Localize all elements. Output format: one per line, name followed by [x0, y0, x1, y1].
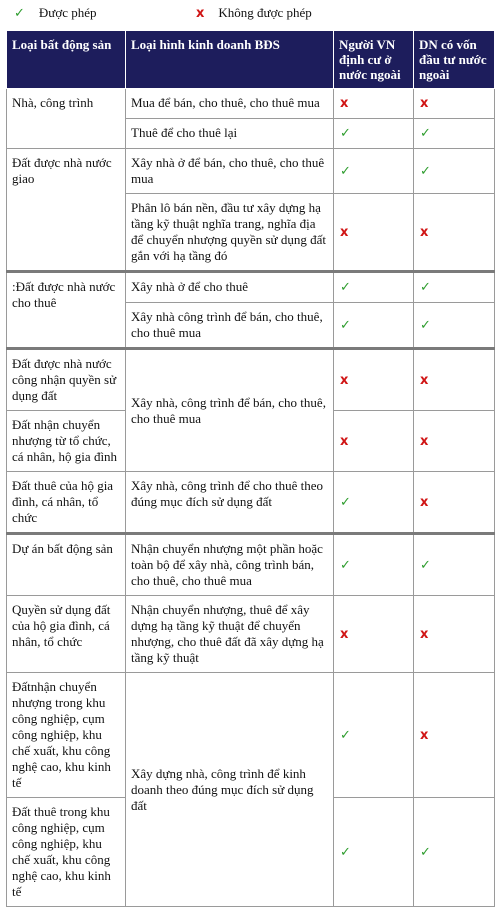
legend-allowed — [14, 5, 97, 21]
table-row — [7, 472, 495, 534]
table-row — [7, 89, 495, 119]
property-type-cell: Đất nhận chuyển nhượng từ tổ chức, cá nhân, hộ gia đình — [7, 411, 126, 472]
table-row — [7, 534, 495, 596]
table-row — [7, 272, 495, 303]
overseas-vn-cell — [334, 89, 414, 119]
fdi-cell — [414, 272, 495, 303]
table-row — [7, 349, 495, 411]
business-type-cell: Nhận chuyển nhượng, thuê để xây dựng hạ tầng kỹ thuật để chuyển nhượng, cho thuê đất đã xây dựng hạ tầng kỹ thuật — [126, 596, 334, 673]
overseas-vn-cell — [334, 272, 414, 303]
fdi-cell — [414, 89, 495, 119]
business-type-cell: Xây nhà ở để bán, cho thuê, cho thuê mua — [126, 149, 334, 194]
legend-denied — [196, 5, 312, 21]
cross-icon: x — [340, 433, 349, 449]
check-icon: ✓ — [420, 317, 431, 333]
fdi-cell — [414, 411, 495, 472]
overseas-vn-cell — [334, 798, 414, 907]
property-type-cell: Đất thuê của hộ gia đình, cá nhân, tổ chức — [7, 472, 126, 534]
business-type-cell: Xây nhà ở để cho thuê — [126, 272, 334, 303]
property-type-cell: Quyền sử dụng đất của hộ gia đình, cá nhân, tổ chức — [7, 596, 126, 673]
cross-icon: x — [420, 96, 429, 111]
cross-icon: x — [420, 224, 429, 240]
table-row — [7, 596, 495, 673]
check-icon: ✓ — [420, 557, 431, 573]
fdi-cell — [414, 349, 495, 411]
business-type-cell: Xây nhà, công trình để bán, cho thuê, cho thuê mua — [126, 349, 334, 472]
overseas-vn-cell — [334, 303, 414, 349]
table-row — [7, 149, 495, 194]
check-icon: ✓ — [420, 163, 431, 179]
check-icon: ✓ — [340, 844, 351, 860]
table-row — [7, 673, 495, 798]
property-type-cell: Đất được nhà nước công nhận quyền sử dụng đất — [7, 349, 126, 411]
column-header-fdi-enterprise: DN có vốn đầu tư nước ngoài — [414, 31, 495, 89]
cross-icon: x — [420, 494, 429, 510]
fdi-cell — [414, 798, 495, 907]
cross-icon: x — [196, 6, 205, 21]
check-icon: ✓ — [340, 317, 351, 333]
property-type-cell: Nhà, công trình — [7, 89, 126, 149]
check-icon: ✓ — [14, 6, 25, 21]
cross-icon: x — [420, 626, 429, 642]
business-type-cell: Xây nhà công trình để bán, cho thuê, cho thuê mua — [126, 303, 334, 349]
cross-icon: x — [340, 372, 349, 388]
cross-icon: x — [420, 372, 429, 388]
cross-icon: x — [420, 433, 429, 449]
overseas-vn-cell — [334, 534, 414, 596]
overseas-vn-cell — [334, 472, 414, 534]
legend — [0, 0, 500, 26]
business-type-cell: Xây nhà, công trình để cho thuê theo đúng mục đích sử dụng đất — [126, 472, 334, 534]
check-icon: ✓ — [340, 727, 351, 743]
business-type-cell: Thuê để cho thuê lại — [126, 119, 334, 149]
business-type-cell: Nhận chuyển nhượng một phần hoặc toàn bộ để xây nhà, công trình bán, cho thuê, cho thuê mua — [126, 534, 334, 596]
fdi-cell — [414, 119, 495, 149]
cross-icon: x — [420, 727, 429, 743]
overseas-vn-cell — [334, 194, 414, 272]
fdi-cell — [414, 534, 495, 596]
cross-icon: x — [340, 626, 349, 642]
check-icon: ✓ — [420, 844, 431, 860]
overseas-vn-cell — [334, 149, 414, 194]
cross-icon: x — [340, 96, 349, 111]
fdi-cell — [414, 596, 495, 673]
check-icon: ✓ — [340, 494, 351, 510]
overseas-vn-cell — [334, 119, 414, 149]
check-icon: ✓ — [340, 163, 351, 179]
cross-icon: x — [340, 224, 349, 240]
table-header-row — [7, 31, 495, 89]
check-icon: ✓ — [340, 557, 351, 573]
business-type-cell: Mua để bán, cho thuê, cho thuê mua — [126, 89, 334, 119]
property-type-cell: Đất được nhà nước giao — [7, 149, 126, 272]
property-type-cell: :Đất được nhà nước cho thuê — [7, 272, 126, 349]
business-type-cell: Xây dựng nhà, công trình để kinh doanh theo đúng mục đích sử dụng đất — [126, 673, 334, 907]
column-header-overseas-vietnamese: Người VN định cư ở nước ngoài — [334, 31, 414, 89]
property-type-cell: Đấtnhận chuyển nhượng trong khu công nghiệp, cụm công nghiệp, khu chế xuất, khu công nghệ cao, khu kinh tế — [7, 673, 126, 798]
check-icon: ✓ — [340, 280, 351, 295]
legend-denied-label: Không được phép — [218, 5, 312, 20]
real-estate-business-table — [6, 30, 495, 907]
fdi-cell — [414, 673, 495, 798]
check-icon: ✓ — [340, 126, 351, 141]
business-type-cell: Phân lô bán nền, đầu tư xây dựng hạ tầng kỹ thuật nghĩa trang, nghĩa địa để chuyển nhượng quyền sử dụng đất gắn với hạ tầng đó — [126, 194, 334, 272]
fdi-cell — [414, 149, 495, 194]
overseas-vn-cell — [334, 673, 414, 798]
fdi-cell — [414, 303, 495, 349]
legend-allowed-label: Được phép — [38, 5, 97, 20]
check-icon: ✓ — [420, 280, 431, 295]
fdi-cell — [414, 194, 495, 272]
column-header-property-type: Loại bất động sản — [7, 31, 126, 89]
check-icon: ✓ — [420, 126, 431, 141]
overseas-vn-cell — [334, 411, 414, 472]
fdi-cell — [414, 472, 495, 534]
overseas-vn-cell — [334, 596, 414, 673]
property-type-cell: Đất thuê trong khu công nghiệp, cụm công nghiệp, khu chế xuất, khu công nghệ cao, khu kinh tế — [7, 798, 126, 907]
property-type-cell: Dự án bất động sản — [7, 534, 126, 596]
column-header-business-type: Loại hình kinh doanh BĐS — [126, 31, 334, 89]
overseas-vn-cell — [334, 349, 414, 411]
